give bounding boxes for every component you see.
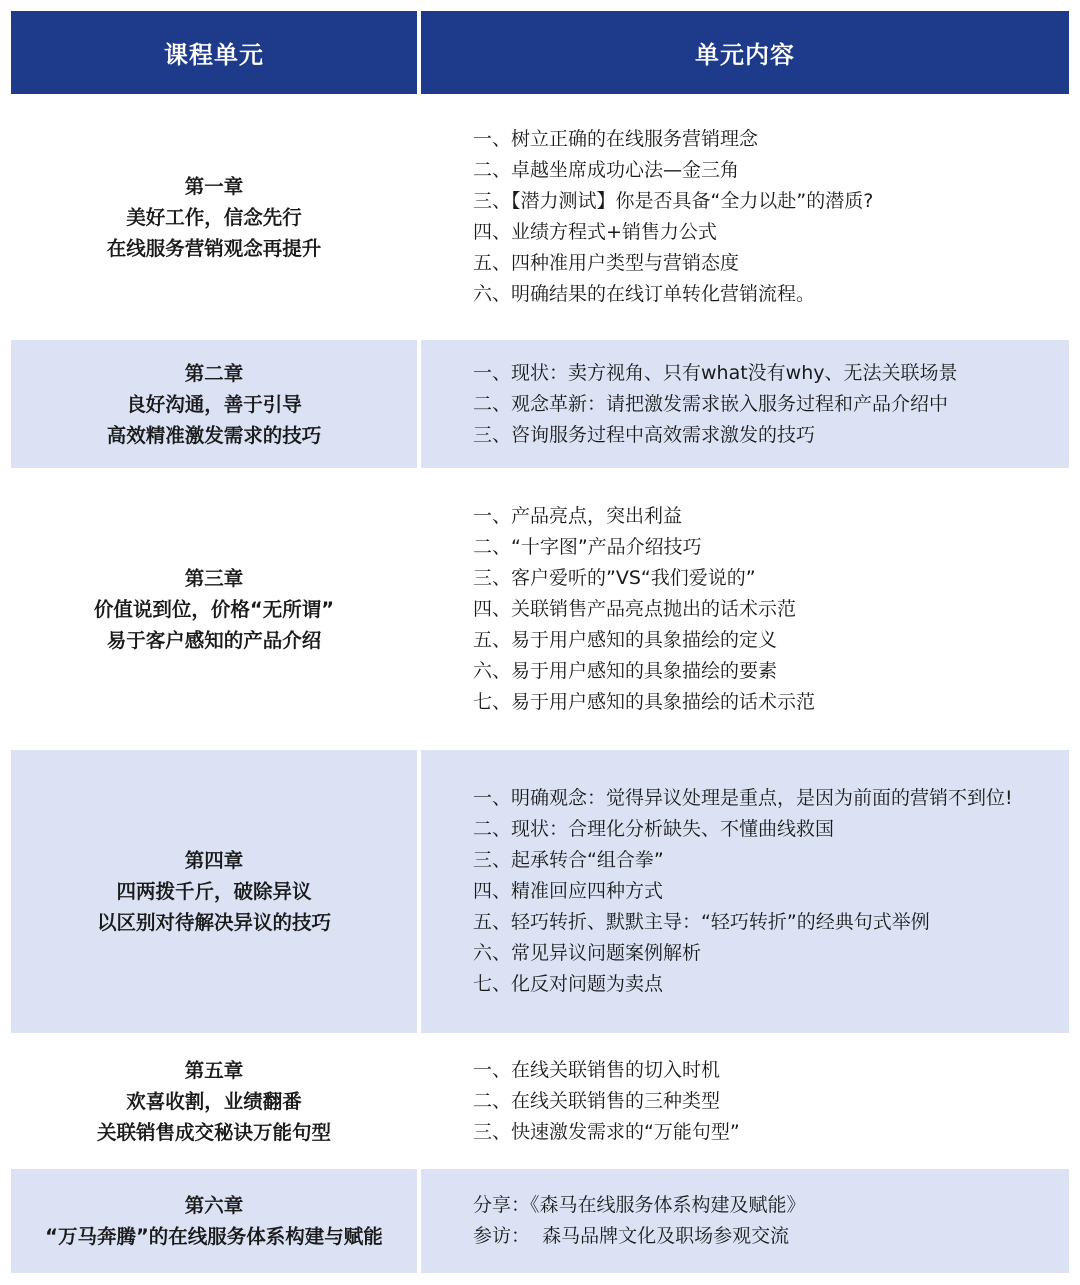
content-item: 七、易于用户感知的具象描绘的话术示范 [473, 690, 816, 713]
content-list [421, 1190, 806, 1252]
content-list [421, 501, 815, 718]
content-item: 参访： 森马品牌文化及职场参观交流 [473, 1225, 790, 1247]
chapter-unit-cell [11, 472, 417, 746]
chapter-number: 第一章 [184, 174, 244, 198]
chapter-unit [45, 1190, 383, 1252]
content-item: 三、快速激发需求的“万能句型” [473, 1120, 740, 1143]
chapter-theme: 关联销售成交秘诀万能句型 [96, 1120, 331, 1144]
content-item: 二、卓越坐席成功心法—金三角 [473, 159, 740, 181]
chapter-unit-cell [11, 98, 417, 336]
chapter-unit-cell [11, 750, 417, 1033]
header-content-cell [421, 11, 1069, 94]
chapter-unit [97, 845, 331, 938]
content-item: 二、观念革新：请把激发需求嵌入服务过程和产品介绍中 [473, 392, 949, 415]
content-item: 二、“十字图”产品介绍技巧 [473, 535, 702, 558]
chapter-subtitle: “万马奔腾”的在线服务体系构建与赋能 [45, 1225, 383, 1248]
content-item: 一、产品亮点，突出利益 [473, 504, 683, 527]
content-list [421, 358, 958, 451]
content-item: 三、咨询服务过程中高效需求激发的技巧 [473, 423, 816, 446]
chapter-row-4 [11, 750, 1069, 1033]
chapter-subtitle: 良好沟通，善于引导 [126, 392, 302, 416]
content-item: 一、现状：卖方视角、只有what没有why、无法关联场景 [473, 361, 958, 384]
chapter-number: 第三章 [184, 566, 244, 590]
content-item: 二、现状：合理化分析缺失、不懂曲线救国 [473, 818, 835, 840]
chapter-theme: 易于客户感知的产品介绍 [106, 628, 322, 652]
chapter-row-2 [11, 340, 1069, 468]
content-item: 四、关联销售产品亮点抛出的话术示范 [473, 597, 797, 620]
chapter-unit [97, 1055, 331, 1148]
content-item: 四、精准回应四种方式 [473, 880, 664, 902]
content-item: 三、客户爱听的”VS“我们爱说的” [473, 566, 756, 589]
content-item: 六、易于用户感知的具象描绘的要素 [473, 659, 778, 682]
chapter-content-cell [421, 750, 1069, 1033]
chapter-theme: 高效精准激发需求的技巧 [106, 423, 322, 447]
content-item: 七、化反对问题为卖点 [473, 973, 664, 995]
content-list [421, 1055, 740, 1148]
chapter-number: 第六章 [184, 1194, 244, 1217]
content-item: 三、【潜力测试】你是否具备“全力以赴”的潜质? [473, 190, 874, 212]
chapter-row-6 [11, 1169, 1069, 1273]
content-item: 六、常见异议问题案例解析 [473, 942, 702, 964]
chapter-theme: 在线服务营销观念再提升 [106, 236, 322, 260]
content-item: 分享：《森马在线服务体系构建及赋能》 [473, 1194, 806, 1216]
chapter-unit-cell [11, 1037, 417, 1165]
chapter-unit [107, 358, 322, 451]
chapter-unit-cell [11, 340, 417, 468]
chapter-content-cell [421, 340, 1069, 468]
chapter-row-5 [11, 1037, 1069, 1165]
content-item: 一、树立正确的在线服务营销理念 [473, 128, 759, 150]
chapter-row-3 [11, 472, 1069, 746]
header-content-label: 单元内容 [695, 41, 795, 69]
content-item: 五、易于用户感知的具象描绘的定义 [473, 628, 778, 651]
content-item: 五、轻巧转折、默默主导：“轻巧转折”的经典句式举例 [473, 911, 930, 933]
chapter-unit [94, 563, 334, 656]
header-unit-cell [11, 11, 417, 94]
chapter-number: 第五章 [184, 1058, 244, 1082]
content-list [421, 783, 1013, 1000]
chapter-theme: 以区别对待解决异议的技巧 [96, 911, 331, 934]
chapter-subtitle: 欢喜收割，业绩翻番 [126, 1089, 302, 1113]
content-item: 一、明确观念：觉得异议处理是重点，是因为前面的营销不到位! [473, 787, 1013, 809]
content-item: 四、业绩方程式+销售力公式 [473, 221, 717, 243]
chapter-content-cell [421, 472, 1069, 746]
chapter-unit [107, 171, 322, 264]
content-item: 一、在线关联销售的切入时机 [473, 1058, 721, 1081]
header-unit-label: 课程单元 [164, 41, 264, 69]
content-item: 五、四种准用户类型与营销态度 [473, 252, 740, 274]
chapter-content-cell [421, 1037, 1069, 1165]
content-item: 二、在线关联销售的三种类型 [473, 1089, 721, 1112]
chapter-subtitle: 价值说到位，价格“无所谓” [93, 597, 335, 621]
chapter-row-1 [11, 98, 1069, 336]
chapter-subtitle: 美好工作，信念先行 [126, 205, 302, 229]
chapter-content-cell [421, 1169, 1069, 1273]
chapter-unit-cell [11, 1169, 417, 1273]
chapter-number: 第二章 [184, 361, 244, 385]
chapter-subtitle: 四两拨千斤，破除异议 [116, 880, 312, 903]
content-item: 六、明确结果的在线订单转化营销流程。 [473, 283, 816, 305]
chapter-number: 第四章 [184, 849, 244, 872]
content-list [421, 124, 873, 310]
content-item: 三、起承转合“组合拳” [473, 849, 664, 871]
chapter-content-cell [421, 98, 1069, 336]
table-header [11, 11, 1069, 94]
